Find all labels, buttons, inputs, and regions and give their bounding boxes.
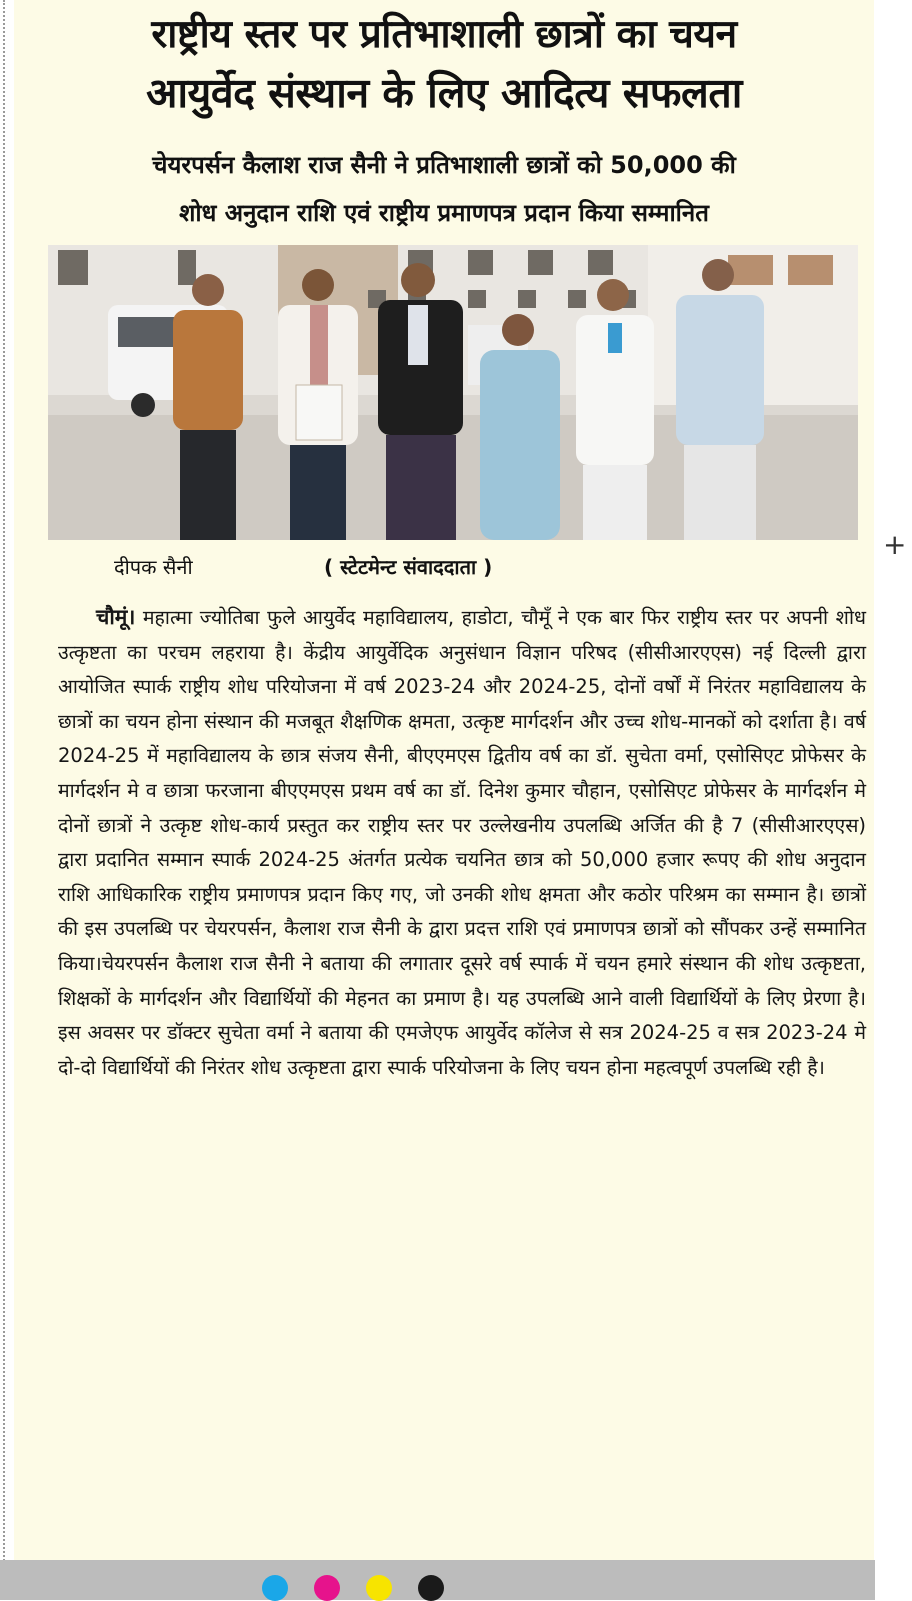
plus-icon: + xyxy=(883,528,907,561)
headline-line-1: राष्ट्रीय स्तर पर प्रतिभाशाली छात्रों का चयन xyxy=(151,12,737,57)
byline-role: ( स्टेटमेन्ट संवाददाता ) xyxy=(324,555,493,579)
article-body xyxy=(58,600,866,1085)
subheadline-line-1: चेयरपर्सन कैलाश राज सैनी ने प्रतिभाशाली छात्रों को 50,000 की xyxy=(152,151,736,179)
news-photo xyxy=(48,245,858,540)
headline-line-2: आयुर्वेद संस्थान के लिए आदित्य सफलता xyxy=(146,69,742,117)
column-rule xyxy=(3,0,5,1565)
cyan-registration-dot xyxy=(262,1575,288,1601)
black-registration-dot xyxy=(418,1575,444,1601)
byline-name: दीपक सैनी xyxy=(114,555,193,579)
group-photo-illustration xyxy=(48,245,858,540)
article-body-text: महात्मा ज्योतिबा फुले आयुर्वेद महाविद्यालय, हाडोटा, चौमूँ ने एक बार फिर राष्ट्रीय स्तर पर अपनी शोध उत्कृष्टता का परचम लहराया है। केंद्रीय आयुर्वेदिक अनुसंधान विज्ञान परिषद (सीसीआरएएस) नई दिल्ली द्वारा आयोजित स्पार्क राष्ट्रीय शोध परियोजना में वर्ष 2023-24 और 2024-25, दोनों वर्षों में निरंतर महाविद्यालय के छात्रों का चयन होना संस्थान की मजबूत शैक्षणिक क्षमता, उत्कृष्ट मार्गदर्शन और उच्च शोध-मानकों को दर्शाता है। वर्ष 2024-25 में महाविद्यालय के छात्र संजय सैनी, बीएएमएस द्वितीय वर्ष का डॉ. सुचेता वर्मा, एसोसिएट प्रोफेसर के मार्गदर्शन मे व छात्रा फरजाना बीएएमएस प्रथम वर्ष का डॉ. दिनेश कुमार चौहान, एसोसिएट प्रोफेसर के मार्गदर्शन मे दोनों छात्रों ने उत्कृष्ट शोध-कार्य प्रस्तुत कर राष्ट्रीय स्तर पर उल्लेखनीय उपलब्धि अर्जित की है 7 (सीसीआरएएस) द्वारा प्रदानित सम्मान स्पार्क 2024-25 अंतर्गत प्रत्येक चयनित छात्र को 50,000 हजार रूपए की शोध अनुदान राशि आधिकारिक राष्ट्रीय प्रमाणपत्र प्रदान किए गए, जो उनकी शोध क्षमता और कठोर परिश्रम का सम्मान है। छात्रों की इस उपलब्धि पर चेयरपर्सन, कैलाश राज सैनी के द्वारा प्रदत्त राशि एवं प्रमाणपत्र छात्रों को सौंपकर उन्हें सम्मानित किया।चेयरपर्सन कैलाश राज सैनी ने बताया की लगातार दूसरे वर्ष स्पार्क में चयन हमारे संस्थान की शोध उत्कृष्टता, शिक्षकों के मार्गदर्शन और विद्यार्थियों की मेहनत का प्रमाण है। यह उपलब्धि आने वाली विद्यार्थियों के लिए प्रेरणा है। इस अवसर पर डॉक्टर सुचेता वर्मा ने बताया की एमजेएफ आयुर्वेद कॉलेज से सत्र 2024-25 व सत्र 2023-24 मे दो-दो विद्यार्थियों की निरंतर शोध उत्कृष्टता द्वारा स्पार्क परियोजना के लिए चयन होना महत्वपूर्ण उपलब्धि रही है। xyxy=(58,606,866,1079)
magenta-registration-dot xyxy=(314,1575,340,1601)
newspaper-clipping xyxy=(14,0,874,1560)
subheadline-line-2: शोध अनुदान राशि एवं राष्ट्रीय प्रमाणपत्र प्रदान किया सम्मानित xyxy=(179,199,709,227)
yellow-registration-dot xyxy=(366,1575,392,1601)
dateline: चौमूं। xyxy=(96,605,136,629)
